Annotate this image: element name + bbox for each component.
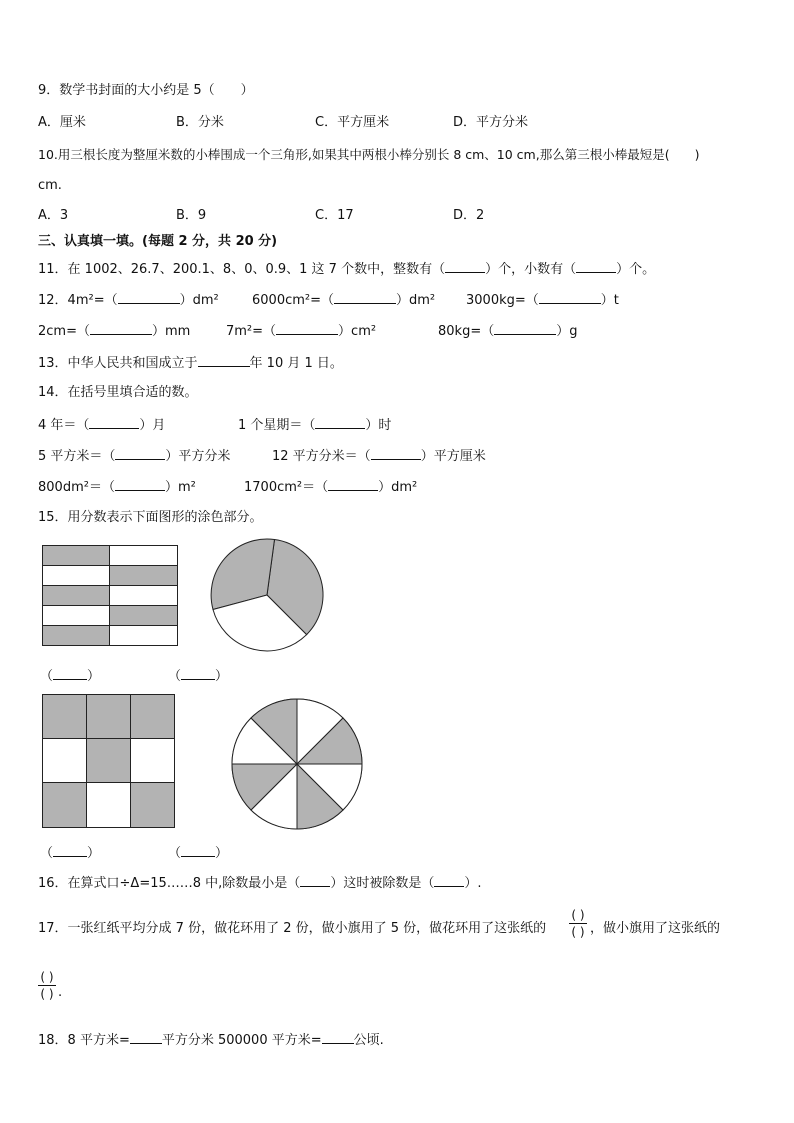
denominator: ( ) xyxy=(40,987,54,1001)
q12-item-4 xyxy=(38,321,190,341)
figure-circle-eighths xyxy=(230,698,366,832)
q14-item-3-pre: 5 平方米＝（ xyxy=(38,449,116,464)
q14-item-6-pre: 1700cm²＝（ xyxy=(244,480,329,495)
q14-item-6 xyxy=(244,477,417,497)
q14-item-2-pre: 1 个星期＝（ xyxy=(238,418,316,433)
q14-item-5 xyxy=(38,477,196,497)
q12-item-5-pre: 7m²=（ xyxy=(226,324,277,339)
numerator: ( ) xyxy=(571,908,585,922)
q14-item-6-post: ）dm² xyxy=(378,480,418,495)
q15-blank-1[interactable] xyxy=(53,666,87,680)
q13-post: 年 10 月 1 日。 xyxy=(249,356,343,371)
q14-item-3 xyxy=(38,446,230,466)
q12-item-6-post: ）g xyxy=(556,324,578,339)
q16-blank-divisor[interactable] xyxy=(300,873,330,887)
q17-end: . xyxy=(58,985,63,1000)
paren-open: （ xyxy=(168,669,182,684)
q14-item-5-pre: 800dm²＝（ xyxy=(38,480,115,495)
numerator: ( ) xyxy=(40,970,54,984)
q18-text-1: 18．8 平方米= xyxy=(38,1033,130,1048)
figure-rect-stripes xyxy=(42,545,180,647)
q12-item-6-pre: 80kg=（ xyxy=(438,324,495,339)
question-17 xyxy=(38,920,546,938)
q16-text-3: ）. xyxy=(464,876,482,891)
q15-blank-3[interactable] xyxy=(53,843,87,857)
q12-item-2-post: ）dm² xyxy=(396,293,436,308)
q17-text: 17．一张红纸平均分成 7 份，做花环用了 2 份，做小旗用了 5 份，做花环用了这张纸的 xyxy=(38,921,547,936)
q14-blank-1[interactable] xyxy=(89,415,139,429)
fraction-bar xyxy=(38,985,56,986)
q13-pre: 13．中华人民共和国成立于 xyxy=(38,356,198,371)
q15-answer-2 xyxy=(168,666,228,685)
q14-blank-5[interactable] xyxy=(115,477,165,491)
q12-blank-6[interactable] xyxy=(494,321,556,335)
q10-option-a[interactable]: A．3 xyxy=(38,208,69,223)
q12-item-1-pre: 12．4m²=（ xyxy=(38,293,118,308)
q11-blank-integers[interactable] xyxy=(445,259,485,273)
q12-item-4-post: ）mm xyxy=(151,324,191,339)
q17-fraction-flag[interactable] xyxy=(38,970,56,1001)
q12-item-3 xyxy=(466,290,619,310)
q16-text-1: 16．在算式口÷Δ=15……8 中,除数最小是（ xyxy=(38,876,301,891)
q12-item-3-pre: 3000kg=（ xyxy=(466,293,539,308)
q14-item-2-post: ）时 xyxy=(365,418,392,433)
cell-shaded xyxy=(110,605,178,625)
q14-item-1-post: ）月 xyxy=(139,418,166,433)
question-9-stem: 9．数学书封面的大小约是 5（ ） xyxy=(38,83,254,98)
q15-blank-4[interactable] xyxy=(181,843,215,857)
figure-square-grid xyxy=(42,694,176,830)
q15-answer-3 xyxy=(40,843,100,862)
q9-option-c[interactable]: C．平方厘米 xyxy=(315,115,390,130)
q9-option-a[interactable]: A．厘米 xyxy=(38,115,86,130)
question-16 xyxy=(38,873,481,893)
question-14-stem: 14．在括号里填合适的数。 xyxy=(38,385,198,400)
q9-option-d[interactable]: D．平方分米 xyxy=(453,115,529,130)
q14-item-3-post: ）平方分米 xyxy=(165,449,231,464)
q14-blank-4[interactable] xyxy=(371,446,421,460)
q15-answer-4 xyxy=(168,843,228,862)
q12-item-6 xyxy=(438,321,577,341)
cell-shaded xyxy=(43,695,87,739)
q14-item-4-post: ）平方厘米 xyxy=(420,449,486,464)
fraction-bar xyxy=(569,923,587,924)
q10-option-d[interactable]: D．2 xyxy=(453,208,485,223)
cell-shaded xyxy=(43,545,110,565)
cell-shaded xyxy=(43,585,110,605)
question-13 xyxy=(38,353,343,373)
q12-blank-3[interactable] xyxy=(539,290,601,304)
paren-close: ） xyxy=(215,846,229,861)
q12-item-2-pre: 6000cm²=（ xyxy=(252,293,334,308)
q12-item-1-post: ）dm² xyxy=(179,293,219,308)
q18-blank-2[interactable] xyxy=(322,1030,354,1044)
q12-blank-1[interactable] xyxy=(118,290,180,304)
q13-blank[interactable] xyxy=(198,353,250,367)
question-11 xyxy=(38,259,655,279)
cell-shaded xyxy=(110,565,178,585)
q14-item-5-post: ）m² xyxy=(164,480,196,495)
question-18 xyxy=(38,1030,384,1050)
q14-blank-2[interactable] xyxy=(315,415,365,429)
q17-text-2: ，做小旗用了这张纸的 xyxy=(590,921,721,936)
q18-blank-1[interactable] xyxy=(130,1030,162,1044)
paren-close: ） xyxy=(215,669,229,684)
q18-text-3: 公顷. xyxy=(353,1033,384,1048)
q11-text-3: ）个。 xyxy=(616,262,656,277)
q12-item-3-post: ）t xyxy=(600,293,619,308)
q15-blank-2[interactable] xyxy=(181,666,215,680)
q12-item-5 xyxy=(226,321,376,341)
q10-option-b[interactable]: B．9 xyxy=(176,208,207,223)
q14-blank-3[interactable] xyxy=(115,446,165,460)
q14-item-4-pre: 12 平方分米＝（ xyxy=(272,449,371,464)
q16-text-2: ）这时被除数是（ xyxy=(330,876,435,891)
q11-blank-decimals[interactable] xyxy=(576,259,616,273)
q14-blank-6[interactable] xyxy=(328,477,378,491)
q12-blank-4[interactable] xyxy=(90,321,152,335)
cell-shaded xyxy=(87,695,131,739)
q11-text-2: ）个，小数有（ xyxy=(485,262,577,277)
q15-answer-1 xyxy=(40,666,100,685)
figure-circle-thirds xyxy=(208,538,326,654)
q9-option-b[interactable]: B．分米 xyxy=(176,115,224,130)
question-15-stem: 15．用分数表示下面图形的涂色部分。 xyxy=(38,510,263,525)
q14-item-4 xyxy=(272,446,486,466)
paren-close: ） xyxy=(87,846,101,861)
denominator: ( ) xyxy=(571,925,585,939)
paren-open: （ xyxy=(40,669,54,684)
q12-item-2 xyxy=(252,290,435,310)
q17-fraction-wreath[interactable] xyxy=(569,908,587,939)
q16-blank-dividend[interactable] xyxy=(434,873,464,887)
paren-close: ） xyxy=(87,669,101,684)
q10-option-c[interactable]: C．17 xyxy=(315,208,354,223)
cell-shaded xyxy=(87,739,131,783)
cell-shaded xyxy=(43,783,87,828)
question-10-cont: cm. xyxy=(38,178,62,193)
q14-item-1-pre: 4 年＝（ xyxy=(38,418,90,433)
cell-shaded xyxy=(131,783,175,828)
q14-item-2 xyxy=(238,415,391,435)
q18-text-2: 平方分米 500000 平方米= xyxy=(161,1033,322,1048)
cell-shaded xyxy=(131,695,175,739)
paren-open: （ xyxy=(40,846,54,861)
q12-item-4-pre: 2cm=（ xyxy=(38,324,90,339)
question-10-stem: 10.用三根长度为整厘米数的小棒围成一个三角形,如果其中两根小棒分别长 8 cm、10 cm,那么第三根小棒最短是( ) xyxy=(38,147,700,162)
q12-blank-5[interactable] xyxy=(276,321,338,335)
q12-item-5-post: ）cm² xyxy=(338,324,377,339)
q12-item-1 xyxy=(38,290,219,310)
q14-item-1 xyxy=(38,415,165,435)
section-3-heading: 三、认真填一填。(每题 2 分，共 20 分) xyxy=(38,234,278,249)
cell-shaded xyxy=(43,625,110,645)
q11-text-1: 11．在 1002、26.7、200.1、8、0、0.9、1 这 7 个数中，整数有（ xyxy=(38,262,446,277)
q12-blank-2[interactable] xyxy=(334,290,396,304)
paren-open: （ xyxy=(168,846,182,861)
